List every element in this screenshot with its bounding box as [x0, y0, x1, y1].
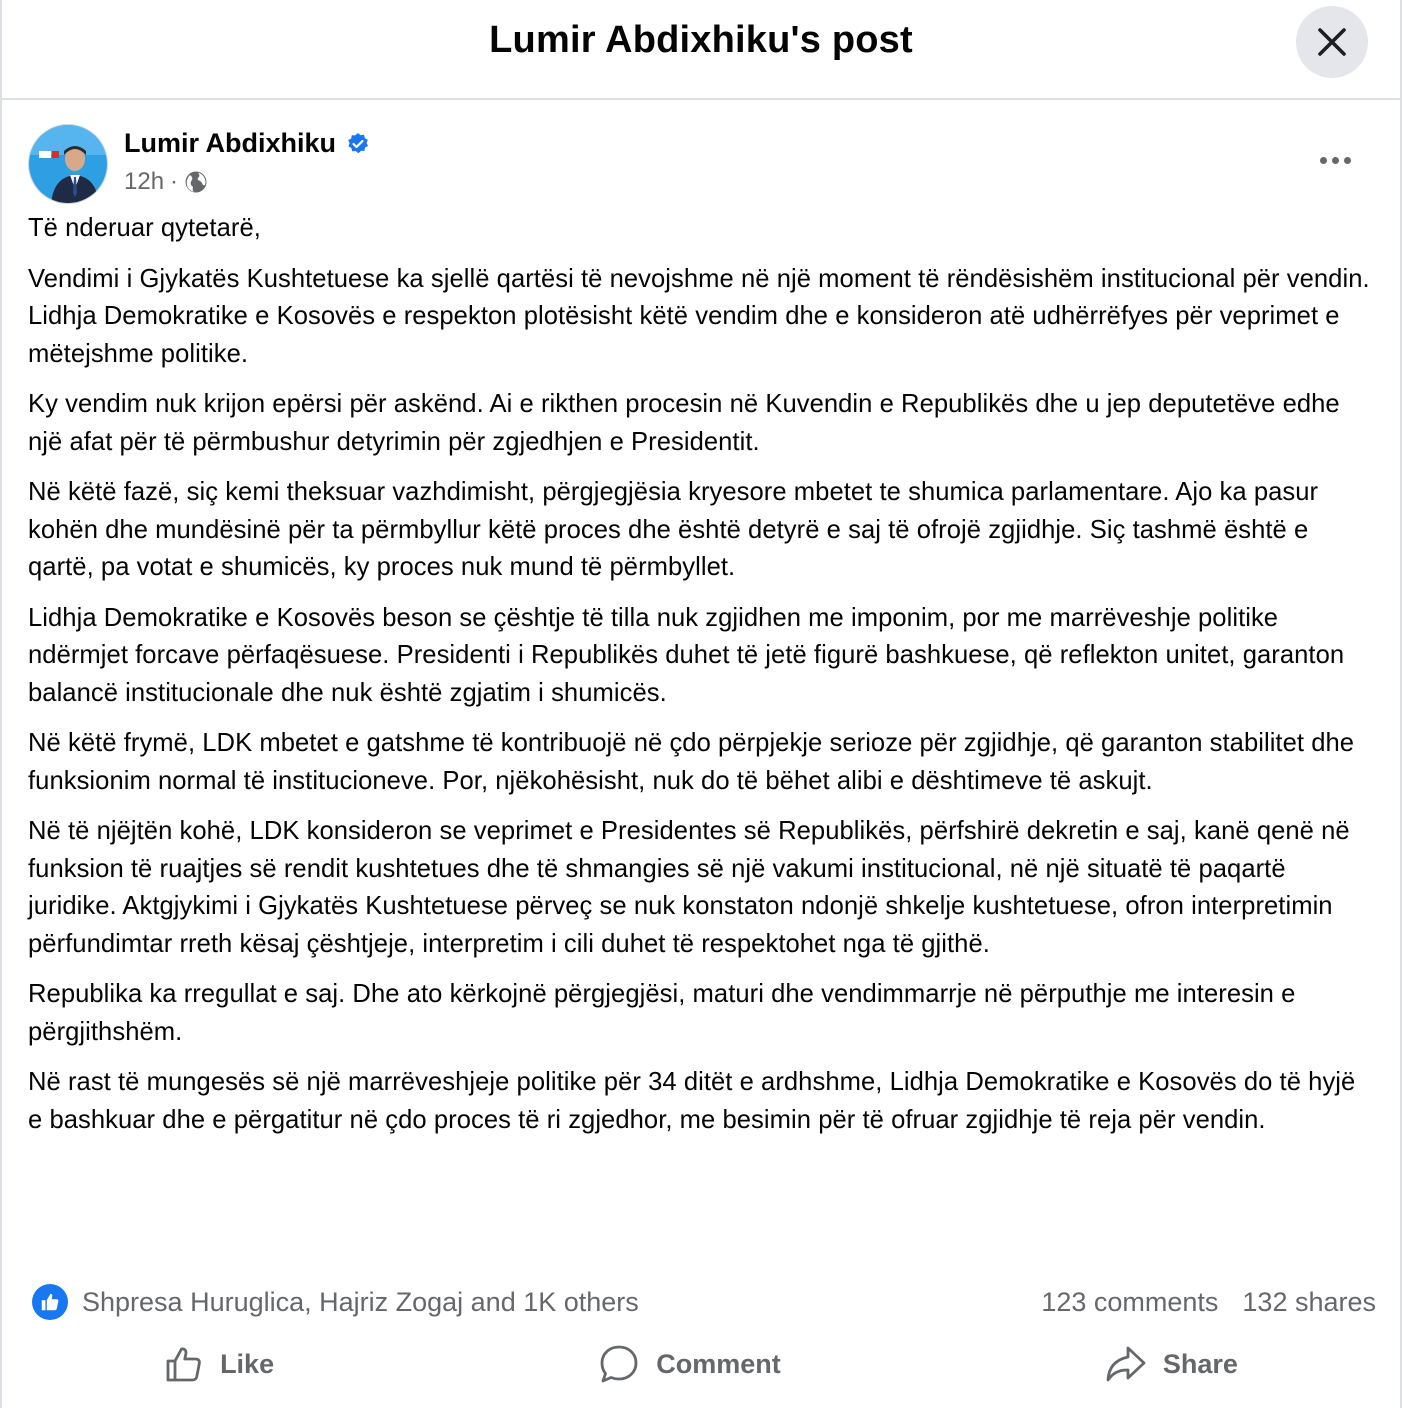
- comment-label: Comment: [656, 1348, 781, 1379]
- comments-count[interactable]: 123 comments: [1041, 1286, 1219, 1317]
- like-button[interactable]: [164, 1344, 274, 1384]
- shares-count[interactable]: 132 shares: [1242, 1286, 1376, 1317]
- post-paragraph: Në të njëjtën kohë, LDK konsideron se veprimet e Presidentes së Republikës, përfshirë dekretin e saj, kanë qenë në funksion të ruajtjes së rendit kushtetues dhe të shmangies së një vakumi institucional, në një situatë të paqartë juridike. Aktgjykimi i Gjykatës Kushtetuese përveç se nuk konstaton ndonjë shkelje kushtetuese, ofron interpretimin përfundimtar rreth kësaj çështjeje, interpretim i cili duhet të respektohet nga të gjithë.: [28, 817, 1350, 958]
- post-body: [2, 210, 1400, 1139]
- verified-badge-icon: [346, 132, 370, 156]
- post-paragraph: Lidhja Demokratike e Kosovës beson se çështje të tilla nuk zgjidhen me imponim, por me marrëveshje politike ndërmjet forcave përfaqësuese. Presidenti i Republikës duhet të jetë figurë bashkuese, që reflekton unitet, garanton balancë institucionale dhe nuk është zgjatim i shumicës.: [28, 603, 1345, 707]
- post-paragraph: Në rast të mungesës së një marrëveshjeje politike për 34 ditët e ardhshme, Lidhja Demokratike e Kosovës do të hyjë e bashkuar dhe e përgatitur në çdo proces të ri zgjedhor, me besimin për të ofruar zgjidhje të reja për vendin.: [28, 1068, 1356, 1134]
- comment-button[interactable]: [598, 1343, 781, 1385]
- comment-bubble-icon: [598, 1343, 640, 1385]
- counts: [1041, 1287, 1376, 1318]
- action-bar: [2, 1334, 1400, 1394]
- close-button[interactable]: [1296, 6, 1368, 78]
- avatar[interactable]: [28, 124, 108, 204]
- dialog-header: [2, 0, 1400, 100]
- post-time[interactable]: 12h: [124, 168, 165, 195]
- post-paragraph: Ky vendim nuk krijon epërsi për askënd. Ai e rikthen procesin në Kuvendin e Republikës dhe u jep deputetëve edhe një afat për të përmbushur detyrimin për zgjedhjen e Presidentit.: [28, 390, 1340, 456]
- share-button[interactable]: [1105, 1344, 1238, 1384]
- post-header: [2, 100, 1400, 210]
- more-options-button[interactable]: [1310, 140, 1360, 180]
- post-meta: [124, 168, 208, 196]
- more-options-icon: [1320, 157, 1327, 164]
- close-icon: [1315, 25, 1349, 59]
- thumbs-up-icon: [164, 1344, 204, 1384]
- like-reaction-icon[interactable]: [32, 1284, 68, 1320]
- author-row: [124, 128, 370, 159]
- meta-separator: ·: [170, 168, 179, 195]
- like-label: Like: [220, 1348, 275, 1379]
- author-name[interactable]: Lumir Abdixhiku: [124, 128, 337, 158]
- post-paragraph: Vendimi i Gjykatës Kushtetuese ka sjellë qartësi të nevojshme në një moment të rëndësishëm institucional për vendin. Lidhja Demokratike e Kosovës e respekton plotësisht këtë vendim dhe e konsideron atë udhërrëfyes për veprimet e mëtejshme politike.: [28, 264, 1370, 368]
- post-paragraph: Të nderuar qytetarë,: [28, 214, 261, 242]
- share-label: Share: [1162, 1348, 1238, 1379]
- reactors-text[interactable]: Shpresa Huruglica, Hajriz Zogaj and 1K others: [82, 1286, 639, 1317]
- engagement-stats: [2, 1280, 1400, 1324]
- post-paragraph: Në këtë fazë, siç kemi theksuar vazhdimisht, përgjegjësia kryesore mbetet te shumica parlamentare. Ajo ka pasur kohën dhe mundësinë për ta përmbyllur këtë proces dhe është detyrë e saj të ofrojë zgjidhje. Siç tashmë është e qartë, pa votat e shumicës, ky proces nuk mund të përmbyllet.: [28, 478, 1319, 581]
- post-paragraph: Republika ka rregullat e saj. Dhe ato kërkojnë përgjegjësi, maturi dhe vendimmarrje në përputhje me interesin e përgjithshëm.: [28, 980, 1296, 1046]
- globe-icon: [184, 170, 208, 194]
- dialog-title: Lumir Abdixhiku's post: [489, 18, 913, 61]
- share-arrow-icon: [1105, 1344, 1147, 1384]
- post-paragraph: Në këtë frymë, LDK mbetet e gatshme të kontribuojë në çdo përpjekje serioze për zgjidhje, që garanton stabilitet dhe funksionim normal të institucioneve. Por, njëkohësisht, nuk do të bëhet alibi e dështimeve të askujt.: [28, 729, 1355, 795]
